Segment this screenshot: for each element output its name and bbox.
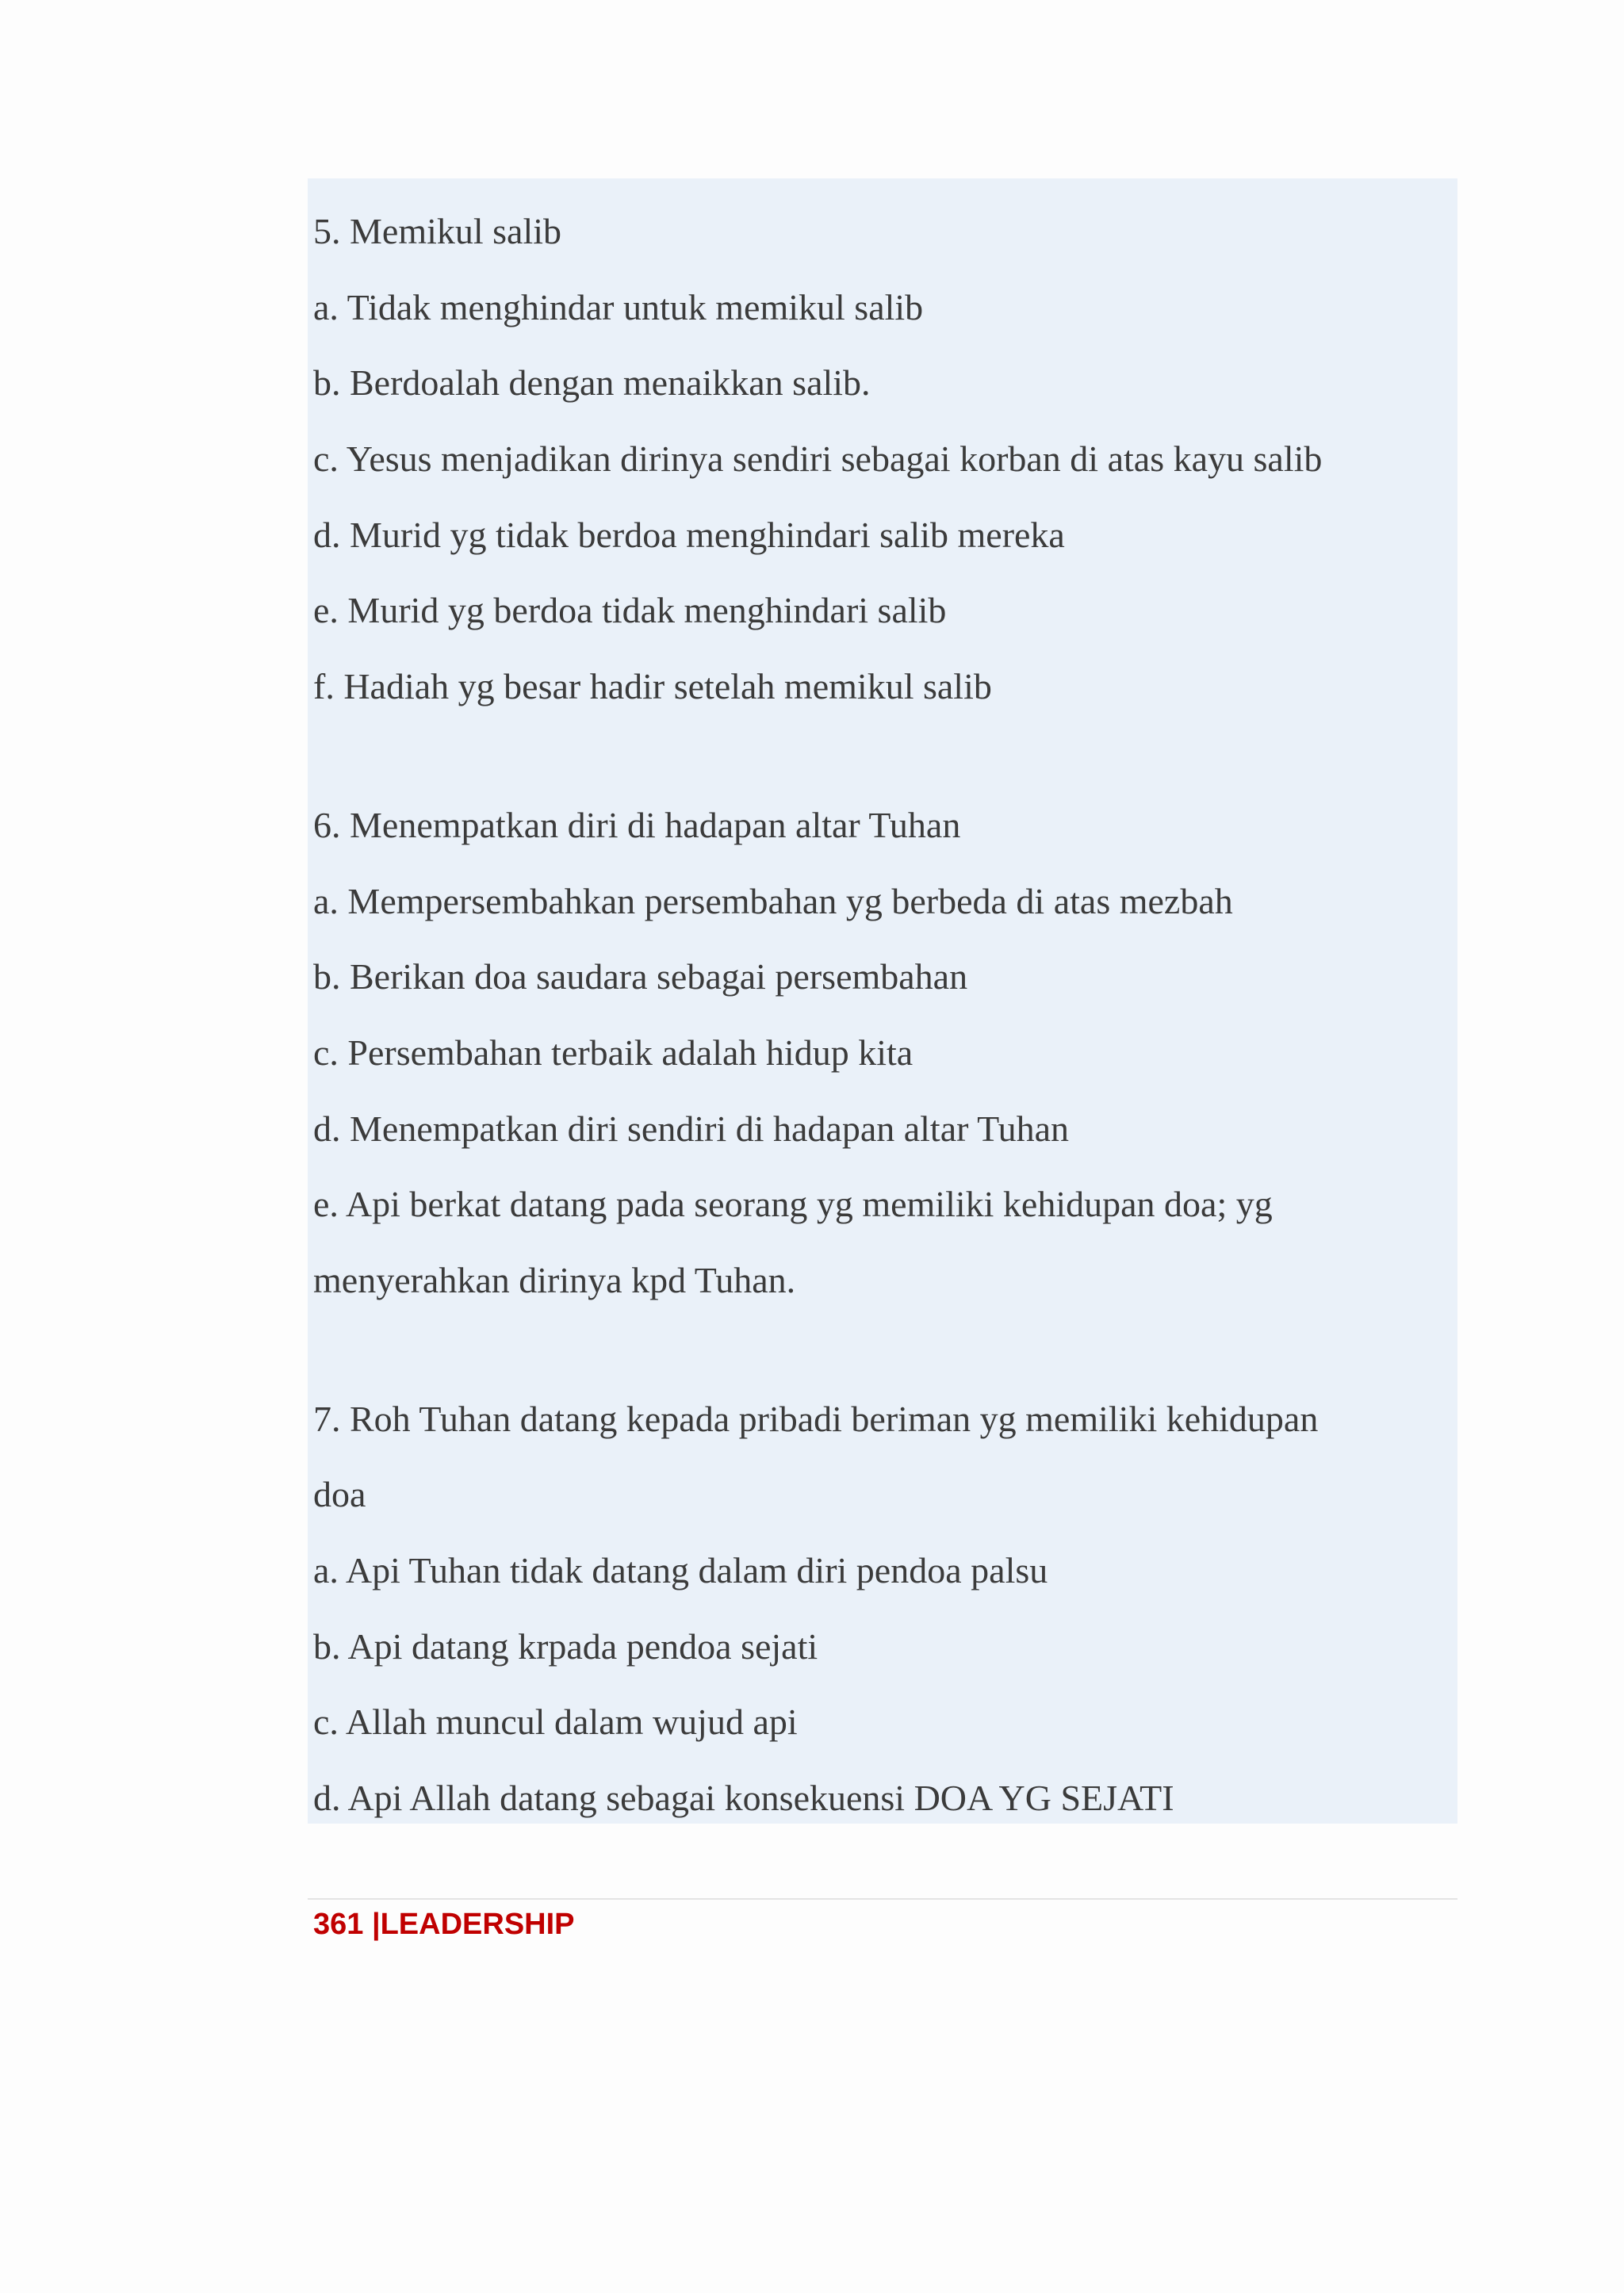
- blank-line: [313, 739, 1455, 802]
- text-line: c. Persembahan terbaik adalah hidup kita: [313, 1032, 914, 1073]
- text-line: b. Berdoalah dengan menaikkan salib.: [313, 362, 871, 404]
- text-line: a. Mempersembahkan persembahan yg berbeda di atas mezbah: [313, 880, 1233, 921]
- text-line: 7. Roh Tuhan datang kepada pribadi beriman yg memiliki kehidupan: [313, 1398, 1319, 1439]
- text-line: e. Murid yg berdoa tidak menghindari salib: [313, 590, 947, 631]
- text-line: f. Hadiah yg besar hadir setelah memikul salib: [313, 666, 992, 707]
- text-line: c. Yesus menjadikan dirinya sendiri sebagai korban di atas kayu salib: [313, 438, 1323, 480]
- text-line: a. Api Tuhan tidak datang dalam diri pendoa palsu: [313, 1550, 1048, 1591]
- text-line: b. Api datang krpada pendoa sejati: [313, 1625, 818, 1667]
- text-line: a. Tidak menghindar untuk memikul salib: [313, 286, 924, 327]
- text-line: b. Berikan doa saudara sebagai persembahan: [313, 956, 968, 997]
- text-line: 6. Menempatkan diri di hadapan altar Tuhan: [313, 804, 961, 845]
- footer-divider: [308, 1898, 1457, 1900]
- text-line: doa: [313, 1474, 366, 1515]
- text-line: menyerahkan dirinya kpd Tuhan.: [313, 1259, 796, 1300]
- text-line: d. Api Allah datang sebagai konsekuensi DOA YG SEJATI: [313, 1778, 1174, 1819]
- text-line: c. Allah muncul dalam wujud api: [313, 1702, 798, 1743]
- text-line: 5. Memikul salib: [313, 211, 562, 251]
- text-line: d. Menempatkan diri sendiri di hadapan altar Tuhan: [313, 1108, 1070, 1149]
- text-lines: [313, 208, 1455, 1851]
- text-line: d. Murid yg tidak berdoa menghindari salib mereka: [313, 514, 1065, 555]
- text-line: e. Api berkat datang pada seorang yg memiliki kehidupan doa; yg: [313, 1184, 1273, 1225]
- footer-page-label: 361 |LEADERSHIP: [313, 1908, 575, 1941]
- blank-line: [313, 1333, 1455, 1395]
